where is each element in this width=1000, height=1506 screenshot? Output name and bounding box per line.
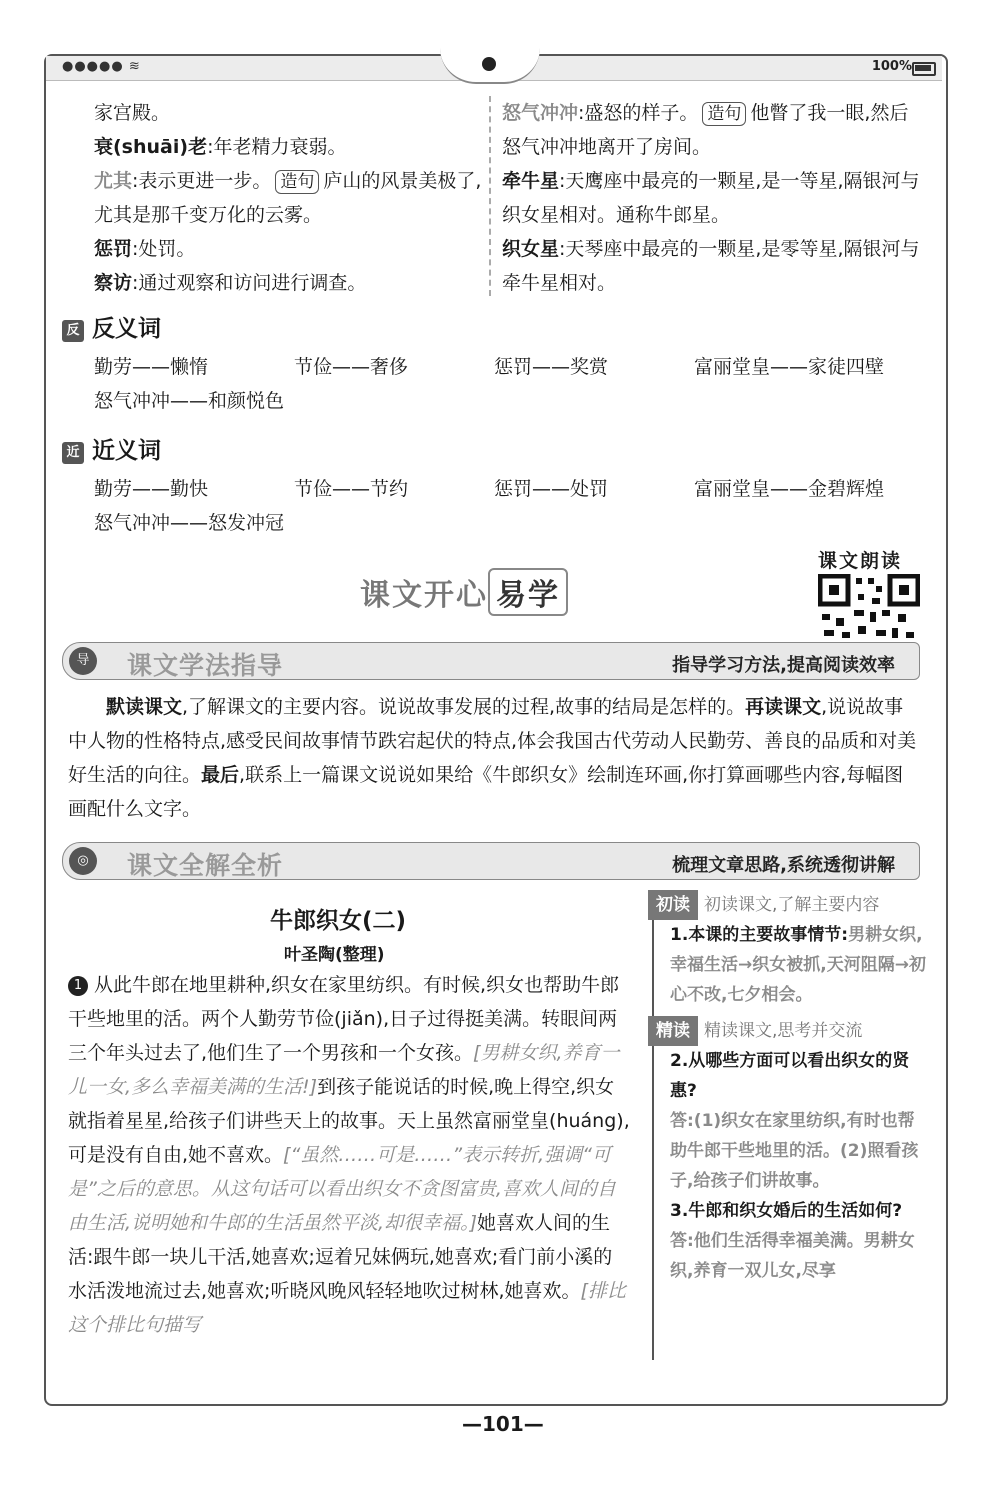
- analysis-bar: [62, 842, 920, 880]
- paragraph-number: 1: [68, 976, 88, 996]
- list-item: 富丽堂皇——家徒四壁: [694, 356, 885, 378]
- list-item: 勤劳——懒惰: [94, 356, 209, 378]
- annotation: [“虽然……可是……”表示转折,强调“可是”之后的意思。从这句话可以看出织女不贪图富贵,喜欢人间的自由生活,说明她和牛郎的生活虽然平淡,却很幸福。]: [68, 1144, 616, 1234]
- list-item: 富丽堂皇——金碧辉煌: [694, 478, 885, 500]
- antonyms-list: [94, 350, 924, 418]
- synonym-icon: 近: [62, 442, 84, 464]
- glossary-left: [94, 96, 484, 300]
- glossary-right: [502, 96, 922, 300]
- story-author: 叶圣陶(整理): [284, 945, 385, 965]
- antonyms-heading: 反 反义词: [62, 310, 161, 343]
- target-icon: ◎: [69, 847, 97, 875]
- story-title: 牛郎织女(二): [270, 908, 407, 934]
- synonyms-heading: 近 近义词: [62, 432, 161, 465]
- reading-sidebar: [648, 890, 926, 1286]
- glossary-entry: 衰(shuāi)老:年老精力衰弱。: [94, 136, 347, 158]
- battery-icon: [912, 62, 936, 76]
- study-guide-paragraph: 默读课文,了解课文的主要内容。说说故事发展的过程,故事的结局是怎样的。再读课文,说说故事中人物的性格特点,感受民间故事情节跌宕起伏的特点,体会我国古代劳动人民勤劳、善良的品质和对美好生活的向往。最后,联系上一篇课文说说如果给《牛郎织女》绘制连环画,你打算画哪些内容,每幅图画配什么文字。: [68, 696, 917, 820]
- bar-title: 课文全解全析: [127, 851, 284, 880]
- close-reading-header: 精读 精读课文,思考并交流: [648, 1016, 926, 1046]
- list-item: 惩罚——奖赏: [494, 356, 609, 378]
- glossary-entry: 家宫殿。: [94, 102, 171, 124]
- glossary-entry: 怒气冲冲:盛怒的样子。 造句 他瞥了我一眼,然后怒气冲冲地离开了房间。: [502, 102, 909, 158]
- first-reading-header: 初读 初读课文,了解主要内容: [648, 890, 926, 920]
- antonym-icon: 反: [62, 320, 84, 342]
- example-tag: 造句: [275, 170, 319, 194]
- list-item: 惩罚——处罚: [494, 478, 609, 500]
- bar-title: 课文学法指导: [127, 651, 284, 680]
- signal-icon: ●●●●● ≋: [62, 59, 141, 74]
- qr-label: 课文朗读: [818, 550, 903, 572]
- glossary-entry: 织女星:天琴座中最亮的一颗星,是零等星,隔银河与牵牛星相对。: [502, 238, 920, 294]
- question-block: 1.本课的主要故事情节:男耕女织,幸福生活→织女被抓,天河阻隔→初心不改,七夕相会。: [670, 925, 926, 1005]
- list-item: 怒气冲冲——怒发冲冠: [94, 512, 285, 534]
- list-item: 怒气冲冲——和颜悦色: [94, 390, 285, 412]
- glossary-entry: 察访:通过观察和访问进行调查。: [94, 272, 367, 294]
- section-banner: 课文开心 易学: [360, 568, 568, 616]
- story-text: 1 从此牛郎在地里耕种,织女在家里纺织。有时候,织女也帮助牛郎干些地里的活。两个人勤劳节俭(jiǎn),日子过得挺美满。转眼间两三个年头过去了,他们生了一个男孩和一个女孩。[男耕女织,养育一儿一女,多么幸福美满的生活!]到孩子能说话的时候,晚上得空,织女就指着星星,给孩子们讲些天上的故事。天上虽然富丽堂皇(huáng),可是没有自由,她不喜欢。[“虽然……可是……”表示转折,强调“可是”之后的意思。从这句话可以看出织女不贪图富贵,喜欢人间的自由生活,说明她和牛郎的生活虽然平淡,却很幸福。]她喜欢人间的生活:跟牛郎一块儿干活,她喜欢;逗着兄妹俩玩,她喜欢;看门前小溪的水活泼地流过去,她喜欢;听晓风晚风轻轻地吹过树林,她喜欢。[排比 这个排比句描写: [68, 974, 630, 1336]
- list-item: 勤劳——勤快: [94, 478, 209, 500]
- bar-subtitle: 指导学习方法,提高阅读效率: [672, 655, 895, 676]
- battery-level: 100%: [871, 59, 912, 74]
- column-divider: [489, 96, 491, 296]
- synonyms-list: [94, 472, 924, 540]
- question-block: 2.从哪些方面可以看出织女的贤惠? 答:(1)织女在家里纺织,有时也帮助牛郎干些地里的活。(2)照看孩子,给孩子们讲故事。 3.牛郎和织女婚后的生活如何? 答:他们生活得幸福美满。男耕女织,养育一双儿女,尽享: [670, 1051, 919, 1281]
- annotation: [男耕女织,养育一儿一女,多么幸福美满的生活!]: [68, 1042, 620, 1098]
- annotation: [排比 这个排比句描写: [68, 1280, 626, 1336]
- glossary-entry: 惩罚:处罚。: [94, 238, 196, 260]
- page-number: —101—: [462, 1412, 544, 1436]
- study-guide-bar: [62, 642, 920, 680]
- camera-icon: [482, 57, 496, 71]
- list-item: 节俭——奢侈: [294, 356, 409, 378]
- bar-subtitle: 梳理文章思路,系统透彻讲解: [672, 855, 895, 876]
- glossary-entry: 牵牛星:天鹰座中最亮的一颗星,是一等星,隔银河与织女星相对。通称牛郎星。: [502, 170, 920, 226]
- list-item: 节俭——节约: [294, 478, 409, 500]
- close-reading-tag: 精读: [648, 1016, 698, 1046]
- guide-icon: 导: [69, 647, 97, 675]
- example-tag: 造句: [702, 102, 746, 126]
- glossary-entry: 尤其:表示更进一步。 造句 庐山的风景美极了,尤其是那千变万化的云雾。: [94, 170, 482, 226]
- first-reading-tag: 初读: [648, 890, 698, 920]
